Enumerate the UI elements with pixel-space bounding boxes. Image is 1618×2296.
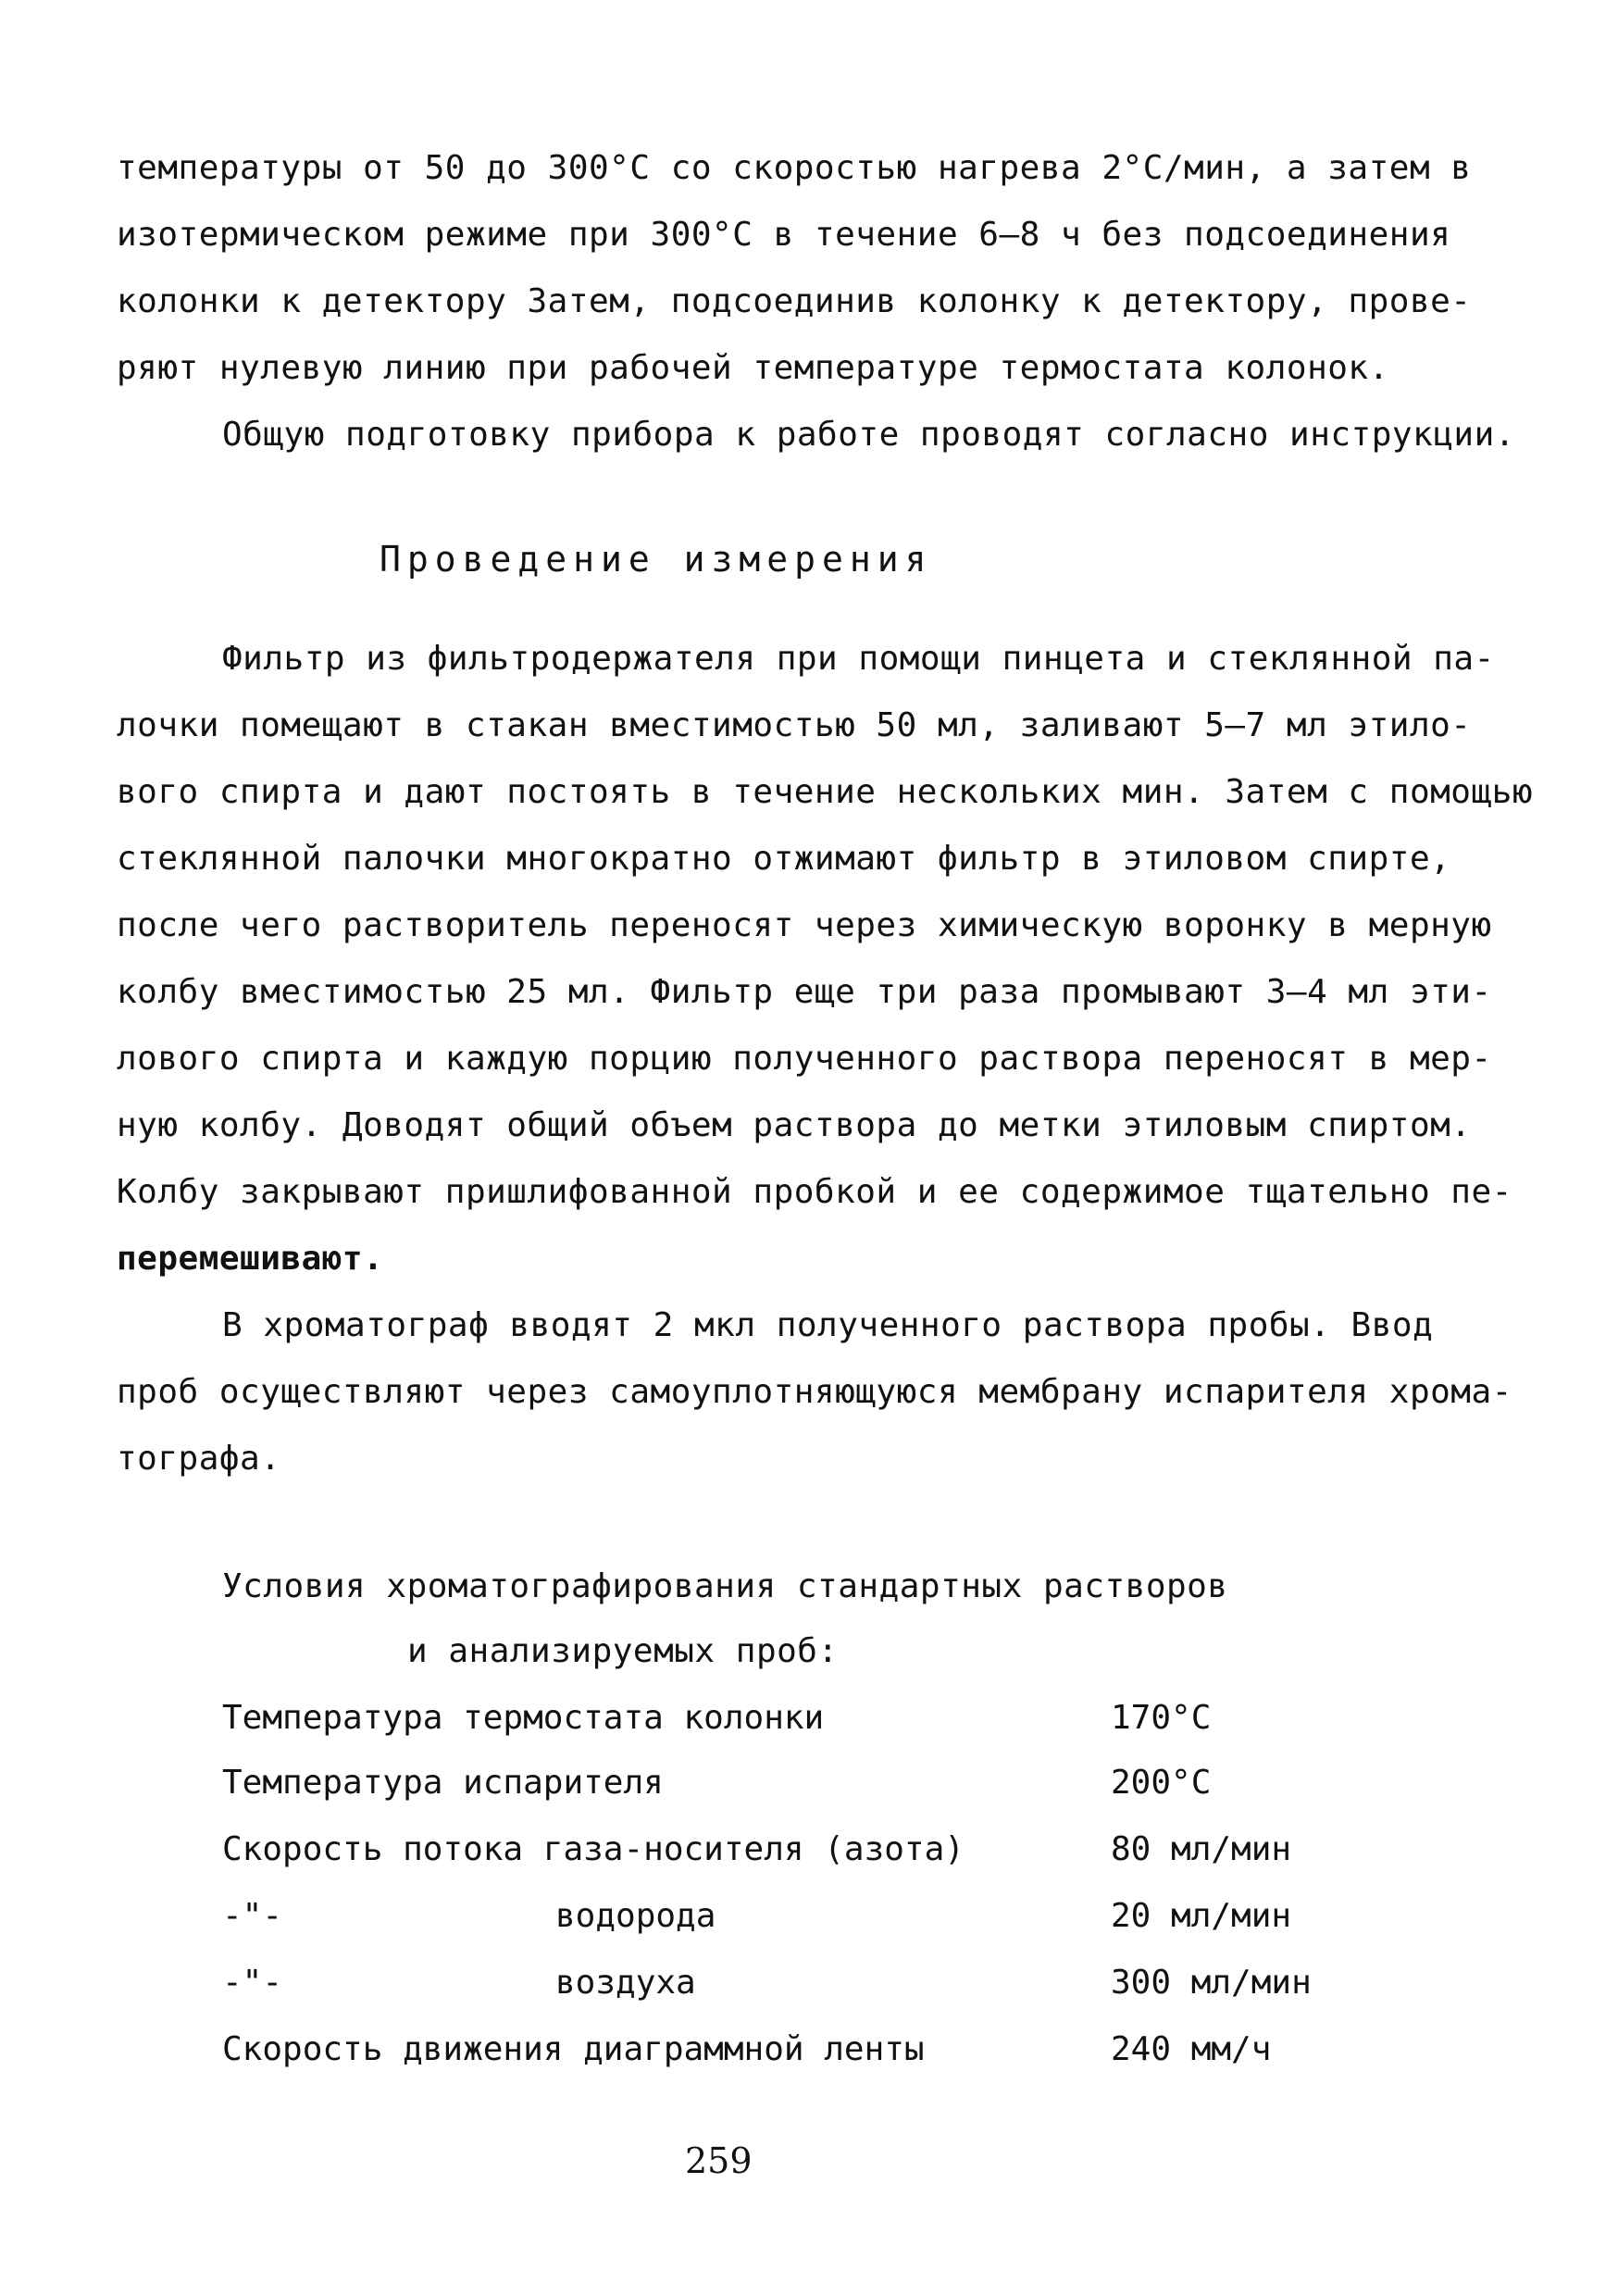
condition-row-3-label: Скорость потока газа-носителя (азота): [222, 1830, 965, 1868]
paragraph3-line-7: лового спирта и каждую порцию полученного раствора переносят в мер-: [117, 1040, 1492, 1078]
paragraph3-line-1: Фильтр из фильтродержателя при помощи пинцета и стеклянной па-: [222, 640, 1495, 678]
paragraph1-line-1: температуры от 50 до 300°С со скоростью нагрева 2°С/мин, а затем в: [117, 149, 1472, 187]
paragraph3-line-10: перемешивают.: [117, 1240, 384, 1278]
paragraph4-line-2: проб осуществляют через самоуплотняющуюся мембрану испарителя хрома-: [117, 1373, 1512, 1411]
condition-row-4-value: 20 мл/мин: [1111, 1897, 1292, 1935]
condition-row-5-label: -"-: [222, 1964, 283, 2002]
condition-row-5-mid: воздуха: [555, 1964, 696, 2002]
condition-row-6-value: 240 мм/ч: [1111, 2030, 1272, 2068]
condition-row-3-value: 80 мл/мин: [1111, 1830, 1292, 1868]
paragraph4-line-3: тографа.: [117, 1440, 281, 1478]
paragraph3-line-3: вого спирта и дают постоять в течение нескольких мин. Затем с помощью: [117, 773, 1533, 811]
conditions-title-line-1: Условия хроматографирования стандартных растворов: [222, 1567, 1228, 1605]
section-heading: Проведение измерения: [380, 539, 933, 580]
paragraph2-line-1: Общую подготовку прибора к работе проводят согласно инструкции.: [222, 416, 1515, 454]
condition-row-1-value: 170°С: [1111, 1699, 1212, 1737]
condition-row-5-value: 300 мл/мин: [1111, 1964, 1312, 2002]
paragraph1-line-2: изотермическом режиме при 300°С в течение 6–8 ч без подсоединения: [117, 216, 1451, 254]
condition-row-4-mid: водорода: [555, 1897, 716, 1935]
condition-row-6-label: Скорость движения диаграммной ленты: [222, 2030, 925, 2068]
conditions-title-line-2: и анализируемых проб:: [407, 1632, 839, 1670]
condition-row-2-label: Температура испарителя: [222, 1764, 664, 1802]
paragraph3-line-5: после чего растворитель переносят через химическую воронку в мерную: [117, 906, 1492, 944]
paragraph3-line-8: ную колбу. Доводят общий объем раствора до метки этиловым спиртом.: [117, 1106, 1472, 1144]
paragraph3-line-9: Колбу закрывают пришлифованной пробкой и ее содержимое тщательно пе-: [117, 1173, 1512, 1211]
condition-row-2-value: 200°С: [1111, 1764, 1212, 1802]
paragraph3-line-2: лочки помещают в стакан вместимостью 50 мл, заливают 5–7 мл этило-: [117, 706, 1472, 744]
paragraph4-line-1: В хроматограф вводят 2 мкл полученного раствора пробы. Ввод: [222, 1306, 1434, 1344]
paragraph3-line-6: колбу вместимостью 25 мл. Фильтр еще три раза промывают 3–4 мл эти-: [117, 973, 1492, 1011]
paragraph1-line-4: ряют нулевую линию при рабочей температуре термостата колонок.: [117, 349, 1389, 387]
paragraph1-line-3: колонки к детектору Затем, подсоединив колонку к детектору, прове-: [117, 282, 1472, 320]
paragraph3-line-4: стеклянной палочки многократно отжимают фильтр в этиловом спирте,: [117, 840, 1451, 878]
page-number: 259: [685, 2140, 753, 2181]
condition-row-4-label: -"-: [222, 1897, 283, 1935]
condition-row-1-label: Температура термостата колонки: [222, 1699, 825, 1737]
